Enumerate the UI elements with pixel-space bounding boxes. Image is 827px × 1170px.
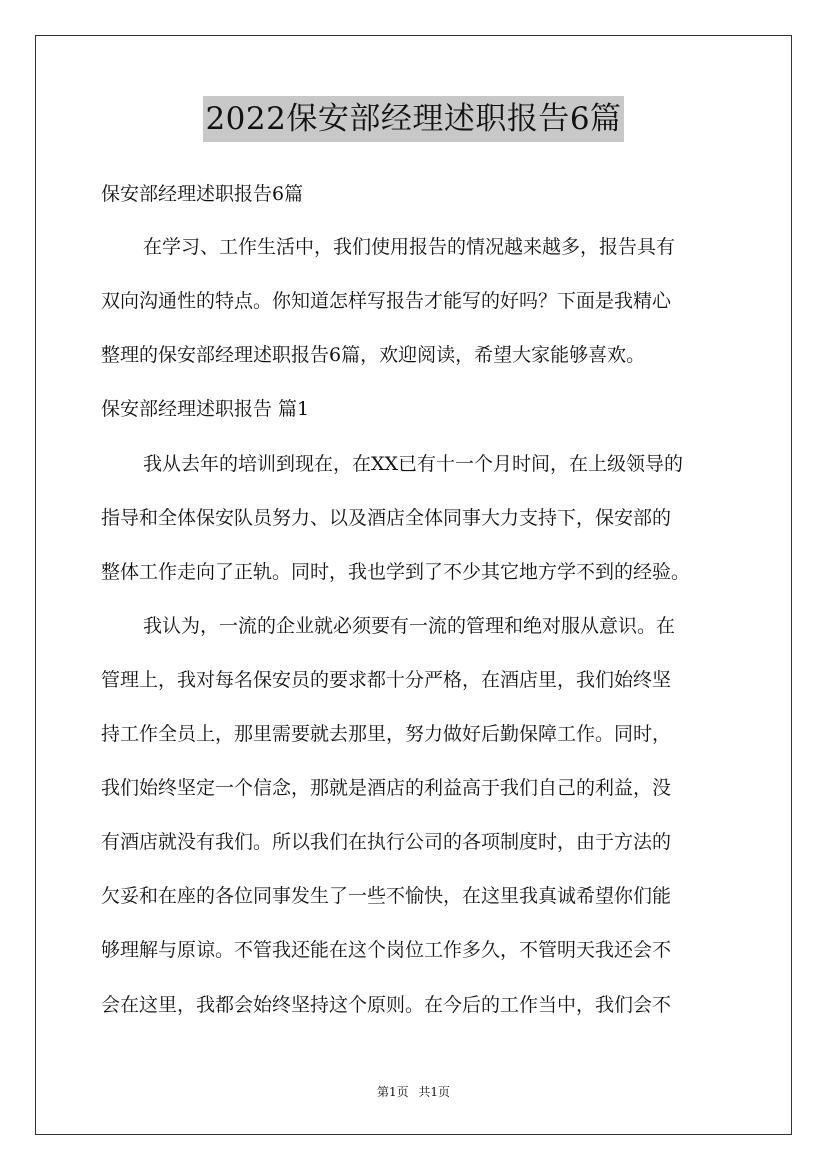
page-total: 共1页 xyxy=(418,1085,451,1099)
title-container xyxy=(0,96,827,142)
section-heading: 保安部经理述职报告 篇1 xyxy=(101,398,310,420)
paragraph-line: 双向沟通性的特点。你知道怎样写报告才能写的好吗？下面是我精心 xyxy=(101,290,672,312)
subtitle-line: 保安部经理述职报告6篇 xyxy=(101,183,304,205)
paragraph-line: 指导和全体保安队员努力、以及酒店全体同事大力支持下，保安部的 xyxy=(101,507,672,529)
document-title: 2022保安部经理述职报告6篇 xyxy=(203,96,623,142)
paragraph-line: 持工作全员上，那里需要就去那里，努力做好后勤保障工作。同时， xyxy=(101,723,672,745)
paragraph-line: 欠妥和在座的各位同事发生了一些不愉快，在这里我真诚希望你们能 xyxy=(101,885,672,907)
paragraph-line: 我从去年的培训到现在，在XX已有十一个月时间，在上级领导的 xyxy=(143,453,684,475)
paragraph-line: 整体工作走向了正轨。同时，我也学到了不少其它地方学不到的经验。 xyxy=(101,561,691,583)
paragraph-line: 整理的保安部经理述职报告6篇，欢迎阅读，希望大家能够喜欢。 xyxy=(101,344,646,366)
page-footer xyxy=(0,1083,827,1100)
page-number: 第1页 xyxy=(376,1085,409,1099)
paragraph-line: 管理上，我对每名保安员的要求都十分严格，在酒店里，我们始终坚 xyxy=(101,669,672,691)
paragraph-line: 在学习、工作生活中，我们使用报告的情况越来越多，报告具有 xyxy=(143,236,676,258)
paragraph-line: 够理解与原谅。不管我还能在这个岗位工作多久，不管明天我还会不 xyxy=(101,939,672,961)
paragraph-line: 有酒店就没有我们。所以我们在执行公司的各项制度时，由于方法的 xyxy=(101,831,672,853)
paragraph-line: 我认为，一流的企业就必须要有一流的管理和绝对服从意识。在 xyxy=(143,615,676,637)
paragraph-line: 我们始终坚定一个信念，那就是酒店的利益高于我们自己的利益，没 xyxy=(101,777,672,799)
paragraph-line: 会在这里，我都会始终坚持这个原则。在今后的工作当中，我们会不 xyxy=(101,994,672,1016)
